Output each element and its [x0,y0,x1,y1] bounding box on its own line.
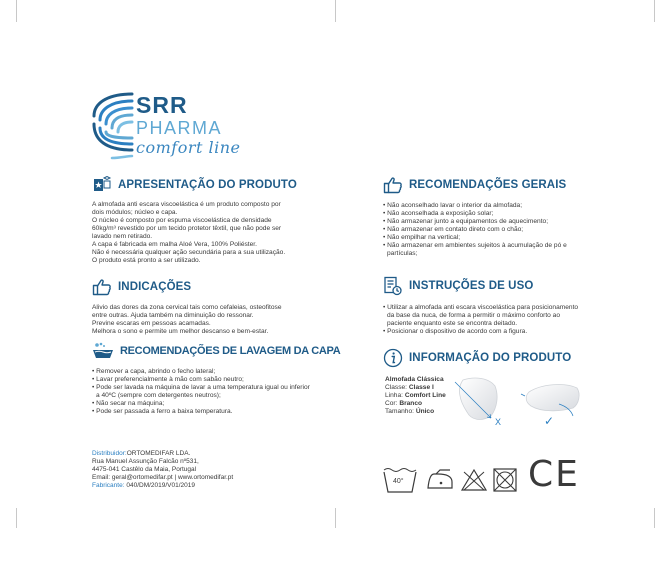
list-item: • Não empilhar na vertical; [383,234,583,242]
presentation-line: Não é necessária qualquer ação secundária para a sua utilização. [92,249,286,256]
product-class-label: Classe: [385,384,407,391]
brand-logo [88,86,268,166]
washing-basin-icon [92,342,114,360]
manufacturer-line [92,482,233,490]
distributor-address: Rua Manuel Assunção Falcão nº531, [92,458,199,465]
presentation-line: dois módulos; núcleo e capa. [92,209,178,216]
product-line [385,392,446,400]
presentation-line: lavado nem retirado. [92,233,153,240]
usage-title: INSTRUÇÕES DE USO [409,280,534,292]
list-item: • Não armazenar em contato direto com o chão; [383,226,583,234]
indications-line: Previne escaras em pessoas acamadas. [92,320,211,327]
usage-section [383,276,581,336]
distributor-address: 4475-041 Castêlo da Maia, Portugal [92,466,197,473]
washing-header [92,342,342,360]
product-name: Almofada Clássica [385,376,444,383]
indications-line: Melhora o sono e permite um melhor descanso e bem-estar. [92,328,269,335]
indications-line: entre outras. Ajuda também na diminuição do ressonar. [92,312,254,319]
no-bleach-icon [460,468,488,492]
info-icon [383,348,403,368]
list-item: • Não armazenar junto a equipamentos de aquecimento; [383,218,583,226]
usage-header [383,276,581,296]
product-color [385,400,446,408]
indications-line: Alivio das dores da zona cervical tais como cefaleias, osteofitose [92,304,282,311]
crop-mark [654,508,655,528]
distributor-contact: Email: geral@ortomedifar.pt | www.ortomedifar.pt [92,474,234,481]
distributor-line [92,450,233,458]
washing-title: RECOMENDAÇÕES DE LAVAGEM DA CAPA [120,345,341,357]
crop-mark [16,0,17,22]
list-item: • Não aconselhada a exposição solar; [383,210,583,218]
list-item: • Remover a capa, abrindo o fecho lateral; [92,368,314,376]
brand-name: SRR [136,92,188,118]
list-item: • Lavar preferencialmente à mão com sabão neutro; [92,376,314,384]
general-title: RECOMENDAÇÕES GERAIS [409,179,567,191]
presentation-line: O núcleo é composto por espuma viscoelástica de densidade [92,217,272,224]
product-line-value: Comfort Line [404,392,446,399]
product-class [385,384,446,392]
list-item: • Posicionar o dispositivo de acordo com a figura. [383,328,581,336]
presentation-header [92,176,324,193]
general-section [383,176,583,258]
manufacturer-code: 040/DM/2019/V01/2019 [126,482,196,489]
presentation-line: A almofada anti escara viscoelástica é um produto composto por [92,201,281,208]
wash-temperature: 40° [393,478,404,485]
presentation-line: O produto está pronto a ser utilizado. [92,257,201,264]
product-line-label: Linha: [385,392,403,399]
list-item: • Utilizar a almofada anti escara viscoelástica para posicionamento da base da nuca, de forma a permitir o máximo conforto ao paciente enquanto este se encontra deitado. [383,304,581,328]
box-star-icon [92,176,112,193]
crop-mark [16,508,17,528]
product-class-value: Classe I [408,384,434,391]
wrong-mark: X [495,417,502,427]
right-mark: ✓ [544,414,555,428]
product-size [385,408,446,416]
list-item: • Não aconselhado lavar o interior da almofada; [383,202,583,210]
iron-low-icon [424,468,456,492]
distributor-label: Distribuidor: [92,450,127,457]
indications-header [92,278,324,296]
usage-list [383,304,581,336]
list-item: • Pode ser lavada na máquina de lavar a uma temperatura igual ou inferior a 40ºC (sempre com detergentes neutros); [92,384,314,400]
product-color-label: Cor: [385,400,398,407]
general-list [383,202,583,258]
crop-mark [335,0,336,22]
distributor-block [92,450,233,490]
ce-mark: CE [528,454,580,495]
presentation-title: APRESENTAÇÃO DO PRODUTO [118,178,297,191]
wave-logo-icon [88,86,138,164]
list-item: • Não armazenar em ambientes sujeitos à acumulação de pó e partículas; [383,242,583,258]
washing-section [92,342,342,416]
product-info-title: INFORMAÇÃO DO PRODUTO [409,352,572,364]
document-clock-icon [383,276,403,296]
crop-mark [335,508,336,528]
product-details [385,376,446,416]
thumbs-up-icon [92,278,112,296]
product-info-header [383,348,603,368]
crop-mark [654,0,655,22]
presentation-line: A capa é fabricada em malha Aloé Vera, 100% Poliéster. [92,241,257,248]
thumbs-up-icon [383,176,403,194]
indications-title: INDICAÇÕES [118,281,192,293]
no-tumble-dry-icon [492,467,518,493]
brand-tagline: comfort line [136,138,241,157]
manufacturer-label: Fabricante: [92,482,125,489]
indications-section [92,278,324,336]
pillow-illustration [445,372,585,432]
washing-list [92,368,314,416]
product-size-label: Tamanho: [385,408,414,415]
wrong-position-pillow [455,378,497,419]
distributor-name: ORTOMEDIFAR LDA. [126,450,191,457]
presentation-line: 60kg/m³ revestido por um tecido protetor têxtil, que não pode ser [92,225,282,232]
product-color-value: Branco [399,400,423,407]
list-item: • Não secar na máquina; [92,400,314,408]
product-size-value: Único [415,408,435,415]
presentation-section [92,176,324,265]
brand-subname: PHARMA [136,118,223,138]
general-header [383,176,583,194]
right-position-pillow [521,385,579,416]
list-item: • Pode ser passada a ferro a baixa temperatura. [92,408,314,416]
